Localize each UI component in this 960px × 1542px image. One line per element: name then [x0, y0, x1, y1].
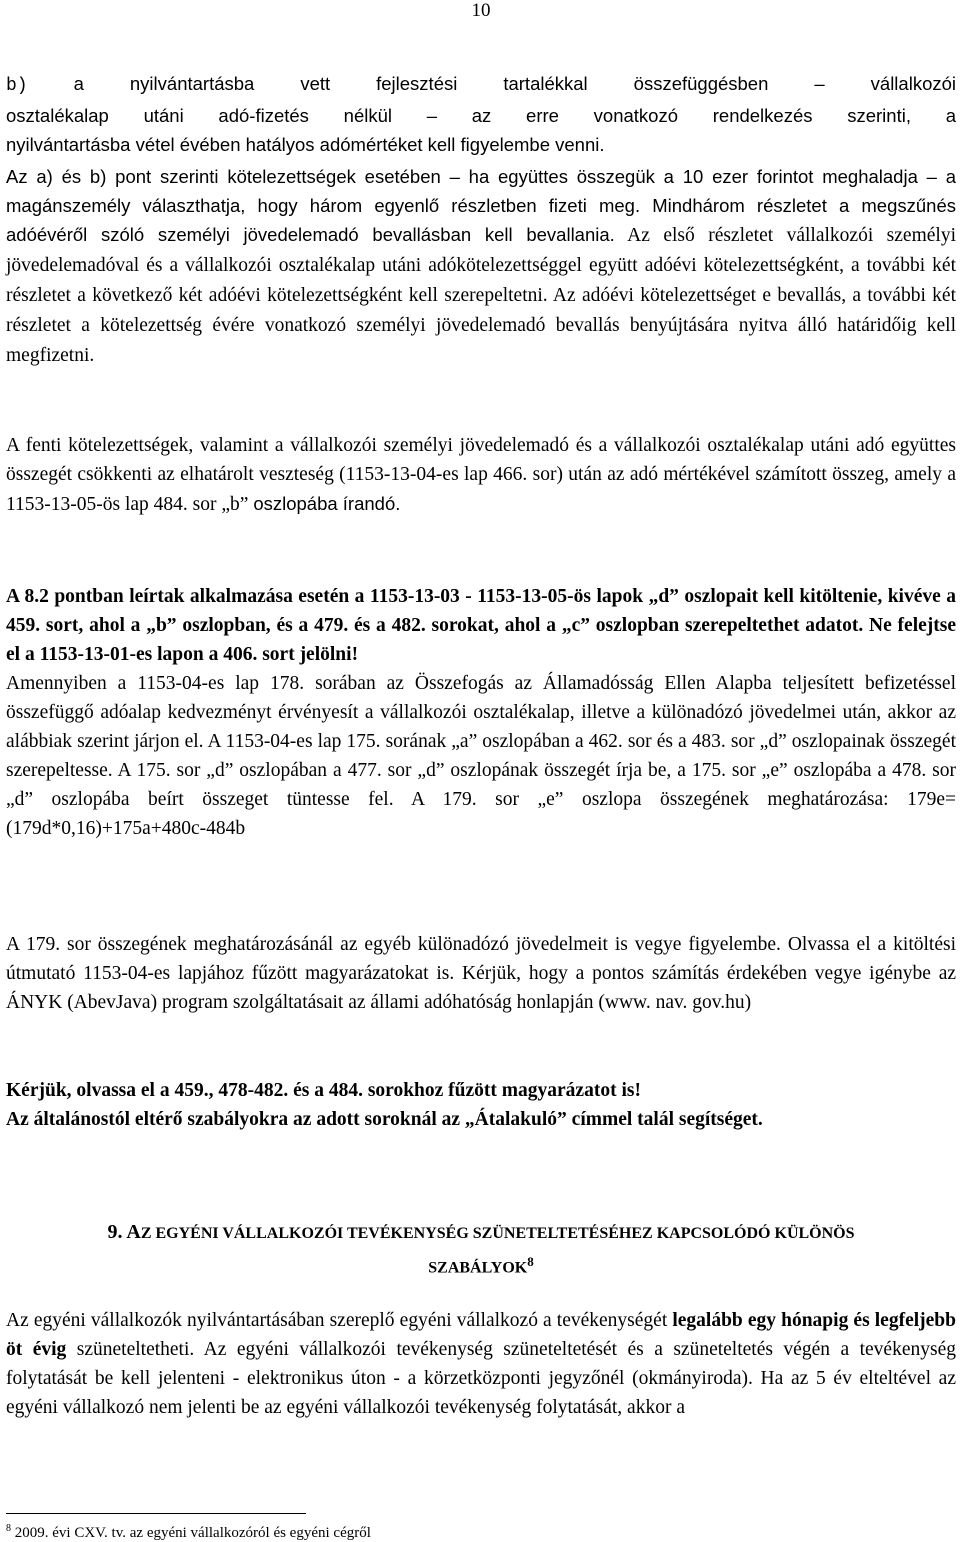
paragraph-b-line2: osztalékalap utáni adó-fizetés nélkül – az erre vonatkozó rendelkezés szerinti, a: [6, 105, 956, 126]
footnote-divider: [6, 1513, 306, 1514]
section-8-2-instruction: A 8.2 pontban leírtak alkalmazása esetén a 1153-13-03 - 1153-13-05-ös lapok „d” oszlopait kell kitöltenie, kivéve a 459. sort, ahol a „b” oszlopban, és a 479. és a 482. sorokat, ahol a „c” oszlopban szerepeltethet adatot. Ne felejtse el a 1153-13-01-es lapon a 406. sort jelölni!: [6, 586, 956, 665]
section-9-heading: [6, 1218, 956, 1282]
footnote-number: 8: [6, 1523, 11, 1534]
paragraph-b-line3: nyilvántartásba vétel évében hatályos adómértéket kell figyelembe venni.: [6, 134, 605, 155]
suspension-body: szüneteltetheti. Az egyéni vállalkozói tevékenység szüneteltetését és a szüneteltetés végén a tevékenység folytatását be kell jelenteni - elektronikus úton - a körzetközponti jegyzőnél (okmányiroda). Ha az 5 év elteltével az egyéni vállalkozó nem jelenti be az egyéni vállalkozói tevékenység folytatását, akkor a: [6, 1339, 956, 1418]
footnote: [6, 1520, 371, 1542]
paragraph-loss-reduction: [6, 431, 956, 519]
installments-body: – ha együttes összegük a 10 ezer forintot meghaladja – a magánszemély választhatja, hogy három egyenlő részletben fizeti meg. Mindhárom részletet a megszűnés adóévéről szóló személyi jövedelemadó bevallásban kell bevallania.: [6, 166, 957, 245]
heading-number: 9. A: [107, 1221, 141, 1243]
footnote-text: 2009. évi CXV. tv. az egyéni vállalkozóról és egyéni cégről: [11, 1525, 371, 1541]
paragraph-suspension: [6, 1306, 956, 1422]
page-number: 10: [471, 0, 491, 21]
footnote-ref: 8: [527, 1254, 534, 1269]
paragraph-b-line1: a nyilvántartásba vett fejlesztési tartalékkal összefüggésben – vállalkozói: [73, 73, 957, 94]
list-marker: b): [6, 76, 28, 96]
paragraph-8-2: [6, 582, 956, 843]
loss-reduction-text: A fenti kötelezettségek, valamint a vállalkozói személyi jövedelemadó és a vállalkozói osztalékalap utáni adó együttes összegét csökkenti az elhatárolt veszteség (1153-13-04-es lap 466. sor) után az adó mértékével számított összeg, amely a 1153-13-05-ös lap 484. sor „b”: [6, 435, 956, 515]
suspension-period: legalább egy hónapig és legfeljebb öt évig: [6, 1310, 956, 1360]
paragraph-notes: [6, 1076, 956, 1134]
section-8-2-calculation: Amennyiben a 1153-04-es lap 178. sorában az Összefogás az Államadósság Ellen Alapba teljesített befizetéssel összefüggő adóalap kedvezményt érvényesít a vállalkozói osztalékalap, illetve a különadózó jövedelmei után, akkor az alábbiak szerint járjon el. A 1153-04-es lap 175. sorának „a” oszlopában a 462. sor és a 483. sor „d” oszlopainak összegét szerepeltesse. A 175. sor „d” oszlopában a 477. sor „d” oszlopának összegét írja be, a 175. sor „e” oszlopába a 478. sor „d” oszlopába beírt összeget tüntesse fel. A 179. sor „e” oszlopa összegének meghatározása: 179e=(179d*0,16)+175a+480c-484b: [6, 673, 956, 839]
loss-reduction-end: oszlopába írandó.: [253, 493, 401, 514]
installments-detail: Az első részletet vállalkozói személyi jövedelemadóval és a vállalkozói osztalékalap utáni adókötelezettséggel együtt adóévi kötelezettségként, a további két részletet a következő két adóévi kötelezettségként kell szerepeltetni. Az adóévi kötelezettséget e bevallás, a további két részletet a kötelezettség évére vonatkozó személyi jövedelemadó bevallás benyújtására nyitva álló határidőig kell megfizetni.: [6, 225, 956, 366]
note-transformation: Az általánostól eltérő szabályokra az adott soroknál az „Átalakuló” címmel talál segítséget.: [6, 1109, 763, 1130]
heading-line2: SZABÁLYOK: [428, 1259, 528, 1277]
paragraph-179: [6, 930, 956, 1017]
suspension-intro: Az egyéni vállalkozók nyilvántartásában szereplő egyéni vállalkozó a tevékenységét: [6, 1310, 673, 1331]
heading-line1: Z EGYÉNI VÁLLALKOZÓI TEVÉKENYSÉG SZÜNETELTETÉSÉHEZ KAPCSOLÓDÓ KÜLÖNÖS: [140, 1225, 855, 1242]
note-read-explanations: Kérjük, olvassa el a 459., 478-482. és a 484. sorokhoz fűzött magyarázatot is!: [6, 1080, 641, 1101]
paragraph-b: [6, 69, 956, 159]
row-179-text: A 179. sor összegének meghatározásánál az egyéb különadózó jövedelmeit is vegye figyelembe. Olvassa el a kitöltési útmutató 1153-04-es lapjához fűzött magyarázatokat is. Kérjük, hogy a pontos számítás érdekében vegye igénybe az ÁNYK (AbevJava) program szolgáltatásait az állami adóhatóság honlapján (www. nav. gov.hu): [6, 934, 956, 1013]
installments-intro: Az a) és b) pont szerinti kötelezettségek esetében: [6, 166, 441, 187]
paragraph-installments: [6, 162, 956, 370]
